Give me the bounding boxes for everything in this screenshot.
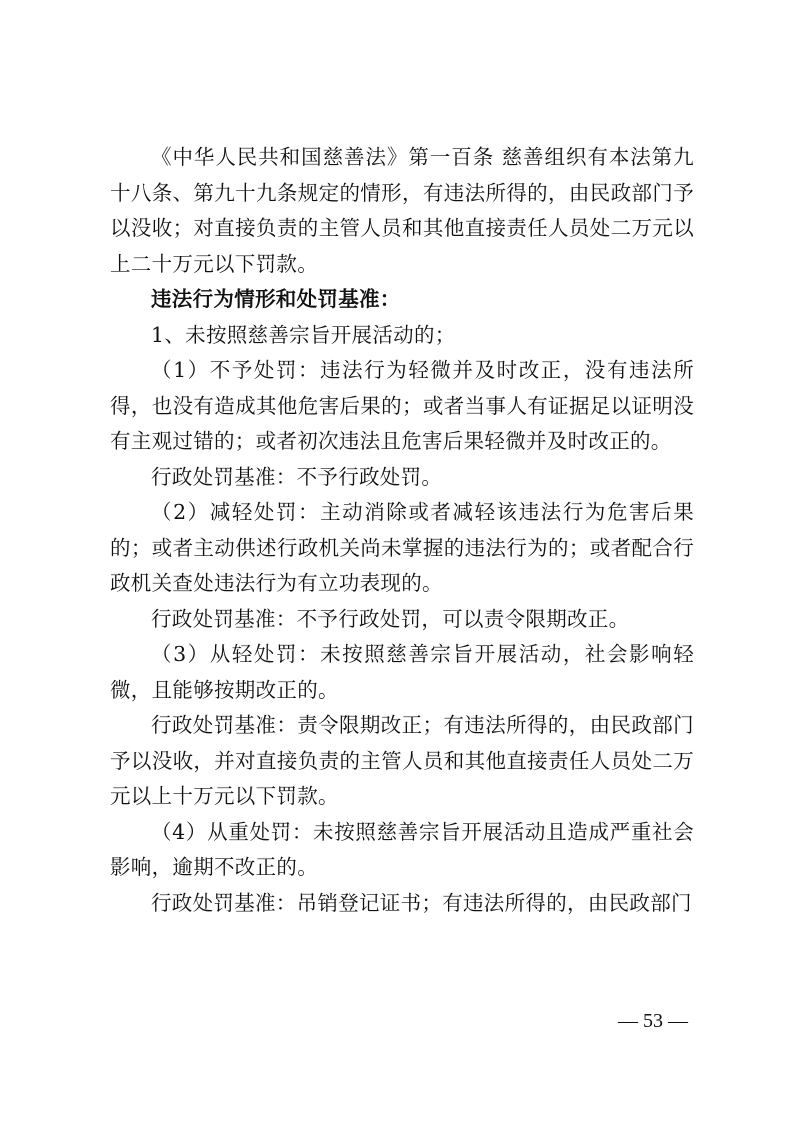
no-penalty-standard: 行政处罚基准：不予行政处罚。: [151, 464, 443, 489]
no-penalty-paragraph: （1）不予处罚：违法行为轻微并及时改正，没有违法所得，也没有造成其他危害后果的；或者当事人有证据足以证明没有主观过错的；或者初次违法且危害后果轻微并及时改正的。: [110, 358, 694, 453]
page-number: — 53 —: [618, 1010, 688, 1032]
mitigated-penalty-standard: 行政处罚基准：不予行政处罚，可以责令限期改正。: [151, 606, 630, 631]
document-body: [110, 140, 694, 921]
section-heading: 违法行为情形和处罚基准：: [151, 287, 401, 311]
lighter-penalty-paragraph: （3）从轻处罚：未按照慈善宗旨开展活动，社会影响轻微，且能够按期改正的。: [110, 642, 694, 702]
heavier-penalty-paragraph: （4）从重处罚：未按照慈善宗旨开展活动且造成严重社会影响，逾期不改正的。: [110, 819, 694, 879]
violation-item-1: 1、未按照慈善宗旨开展活动的；: [151, 322, 456, 347]
law-citation-paragraph: 《中华人民共和国慈善法》第一百条 慈善组织有本法第九十八条、第九十九条规定的情形，有违法所得的，由民政部门予以没收；对直接负责的主管人员和其他直接责任人员处二万元以上二十万元以下罚款。: [110, 145, 694, 276]
lighter-penalty-standard: 行政处罚基准：责令限期改正；有违法所得的，由民政部门予以没收，并对直接负责的主管人员和其他直接责任人员处二万元以上十万元以下罚款。: [110, 713, 694, 808]
mitigated-penalty-paragraph: （2）减轻处罚：主动消除或者减轻该违法行为危害后果的；或者主动供述行政机关尚未掌握的违法行为的；或者配合行政机关查处违法行为有立功表现的。: [110, 500, 694, 595]
heavier-penalty-standard: 行政处罚基准：吊销登记证书；有违法所得的，由民政部门: [151, 890, 692, 915]
